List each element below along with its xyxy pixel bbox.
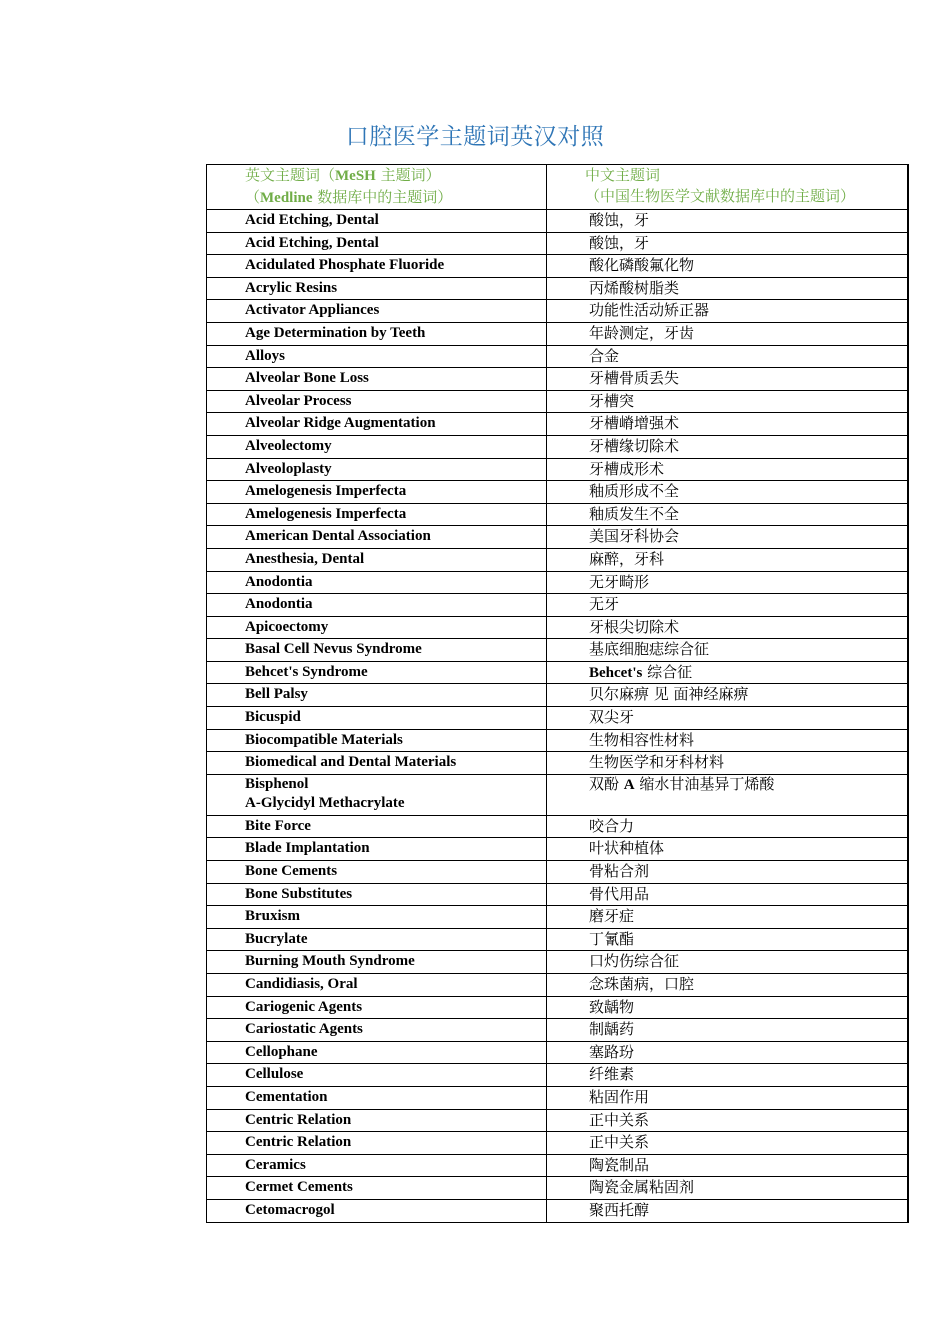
chinese-term-suffix: 缩水甘油基异丁烯酸 — [634, 774, 775, 793]
english-term-cell — [207, 1109, 547, 1132]
english-term-cell — [207, 458, 547, 481]
english-term-cell — [207, 1199, 547, 1222]
english-term: Biomedical and Dental Materials — [245, 754, 457, 771]
chinese-term-cell — [547, 707, 908, 730]
chinese-term-cell — [547, 210, 908, 233]
english-term: Biocompatible Materials — [245, 731, 403, 748]
english-term-cell — [207, 616, 547, 639]
term-table-body — [207, 165, 908, 1223]
english-term-cell — [207, 255, 547, 278]
table-row — [207, 413, 908, 436]
english-term-cell — [207, 684, 547, 707]
table-row — [207, 729, 908, 752]
chinese-term: 正中关系 — [589, 1133, 650, 1152]
english-term-cell — [207, 345, 547, 368]
english-term-cell — [207, 774, 547, 815]
table-row — [207, 1109, 908, 1132]
table-row — [207, 300, 908, 323]
english-term: Alveolar Process — [245, 392, 352, 409]
chinese-term: 致龋物 — [589, 997, 635, 1016]
chinese-term-cell — [547, 232, 908, 255]
table-row — [207, 210, 908, 233]
chinese-term: 酸化磷酸氟化物 — [589, 256, 695, 275]
english-term-cell — [207, 661, 547, 684]
table-row — [207, 1086, 908, 1109]
table-row — [207, 616, 908, 639]
chinese-term-cell — [547, 1109, 908, 1132]
chinese-term: 聚西托醇 — [589, 1200, 650, 1219]
header-en-line1-pre: 英文主题词（ — [245, 166, 336, 184]
table-row — [207, 503, 908, 526]
chinese-term-cell — [547, 255, 908, 278]
term-table — [206, 164, 909, 1223]
english-term-cell — [207, 526, 547, 549]
english-term: Bruxism — [245, 908, 301, 925]
chinese-term: 双尖牙 — [589, 708, 635, 727]
english-term-cell — [207, 883, 547, 906]
chinese-term-cell — [547, 974, 908, 997]
table-row — [207, 481, 908, 504]
chinese-term: 釉质形成不全 — [589, 482, 680, 501]
chinese-term: 年龄测定，牙齿 — [589, 323, 695, 342]
chinese-term-cell — [547, 684, 908, 707]
chinese-term: 正中关系 — [589, 1110, 650, 1129]
chinese-term-cell — [547, 368, 908, 391]
chinese-term-cell — [547, 571, 908, 594]
english-term: Cermet Cements — [245, 1179, 353, 1196]
table-row — [207, 435, 908, 458]
chinese-term-cell — [547, 435, 908, 458]
chinese-term-latin: Behcet's — [589, 664, 643, 681]
table-row — [207, 277, 908, 300]
chinese-term: 牙槽成形术 — [589, 459, 665, 478]
english-term-cell — [207, 639, 547, 662]
chinese-term-cell — [547, 729, 908, 752]
table-row — [207, 838, 908, 861]
chinese-term: 酸蚀，牙 — [589, 233, 650, 252]
chinese-term: 生物医学和牙科材料 — [589, 753, 725, 772]
chinese-term: 牙根尖切除术 — [589, 617, 680, 636]
english-term-cell — [207, 1019, 547, 1042]
chinese-term-cell — [547, 815, 908, 838]
english-term: Bell Palsy — [245, 686, 308, 703]
english-term: Acidulated Phosphate Fluoride — [245, 257, 445, 274]
english-term-cell — [207, 1132, 547, 1155]
english-term-cell — [207, 232, 547, 255]
chinese-term-cell — [547, 548, 908, 571]
chinese-term: 功能性活动矫正器 — [589, 301, 710, 320]
table-row — [207, 255, 908, 278]
chinese-term: 无牙 — [589, 595, 620, 614]
english-term-cell — [207, 707, 547, 730]
table-row — [207, 906, 908, 929]
english-term: Bite Force — [245, 817, 311, 834]
english-term: Bicuspid — [245, 709, 301, 726]
table-row — [207, 774, 908, 815]
english-term: Behcet's Syndrome — [245, 663, 368, 680]
english-term: Bone Substitutes — [245, 885, 353, 902]
table-row — [207, 951, 908, 974]
chinese-term-cell — [547, 1019, 908, 1042]
english-term-cell — [207, 435, 547, 458]
chinese-term-cell — [547, 1132, 908, 1155]
english-term-cell — [207, 996, 547, 1019]
chinese-term: 麻醉，牙科 — [589, 549, 665, 568]
chinese-term: 生物相容性材料 — [589, 730, 695, 749]
english-term: Alveoloplasty — [245, 460, 332, 477]
chinese-term-cell — [547, 661, 908, 684]
chinese-term-latin: A — [623, 776, 635, 793]
english-term: Cellulose — [245, 1066, 304, 1083]
chinese-term-cell — [547, 996, 908, 1019]
chinese-term-cell — [547, 322, 908, 345]
table-row — [207, 322, 908, 345]
chinese-term-cell — [547, 838, 908, 861]
english-term: Burning Mouth Syndrome — [245, 953, 415, 970]
english-term-cell — [207, 928, 547, 951]
chinese-term-cell — [547, 503, 908, 526]
table-row — [207, 1132, 908, 1155]
english-term: Alloys — [245, 347, 286, 364]
chinese-term-cell — [547, 300, 908, 323]
chinese-term: 贝尔麻痹 见 面神经麻痹 — [589, 685, 749, 704]
chinese-term-cell — [547, 594, 908, 617]
english-term: Alveolectomy — [245, 437, 332, 454]
table-row — [207, 996, 908, 1019]
english-term: Age Determination by Teeth — [245, 324, 426, 341]
table-row — [207, 639, 908, 662]
table-header-row — [207, 165, 908, 210]
chinese-term-cell — [547, 458, 908, 481]
chinese-term-cell — [547, 774, 908, 815]
table-row — [207, 815, 908, 838]
english-term: Cariostatic Agents — [245, 1021, 363, 1038]
chinese-term: 制龋药 — [589, 1020, 635, 1039]
table-row — [207, 390, 908, 413]
english-term-cell — [207, 1154, 547, 1177]
chinese-term: 咬合力 — [589, 816, 635, 835]
chinese-term-cell — [547, 390, 908, 413]
english-term-cell — [207, 1041, 547, 1064]
chinese-term-cell — [547, 616, 908, 639]
chinese-term: 合金 — [589, 346, 620, 365]
chinese-term: 牙槽嵴增强术 — [589, 414, 680, 433]
english-term: Cellophane — [245, 1043, 318, 1060]
chinese-term-cell — [547, 413, 908, 436]
chinese-term: 陶瓷制品 — [589, 1155, 650, 1174]
chinese-term-cell — [547, 1154, 908, 1177]
chinese-term: 釉质发生不全 — [589, 504, 680, 523]
table-row — [207, 1019, 908, 1042]
table-row — [207, 458, 908, 481]
english-term-cell — [207, 548, 547, 571]
chinese-term-cell — [547, 883, 908, 906]
english-term: Anodontia — [245, 596, 313, 613]
english-term: Centric Relation — [245, 1111, 352, 1128]
english-term-cell — [207, 906, 547, 929]
chinese-term: 叶状种植体 — [589, 839, 665, 858]
chinese-term-suffix: 综合征 — [642, 662, 693, 681]
english-term-cell — [207, 729, 547, 752]
chinese-term: 丁氰酯 — [589, 929, 635, 948]
header-en-line1-post: 主题词） — [375, 166, 441, 184]
english-term-cell — [207, 1086, 547, 1109]
english-term-cell — [207, 210, 547, 233]
table-row — [207, 1177, 908, 1200]
english-term-cell — [207, 277, 547, 300]
table-row — [207, 526, 908, 549]
english-term-cell — [207, 1064, 547, 1087]
english-term: Amelogenesis Imperfecta — [245, 483, 407, 500]
table-row — [207, 345, 908, 368]
english-term-cell — [207, 1177, 547, 1200]
chinese-term: 牙槽突 — [589, 391, 635, 410]
chinese-term-cell — [547, 345, 908, 368]
table-row — [207, 594, 908, 617]
table-row — [207, 571, 908, 594]
english-term: Bone Cements — [245, 863, 338, 880]
english-term-cell — [207, 815, 547, 838]
english-term-cell — [207, 390, 547, 413]
english-term-cell — [207, 838, 547, 861]
english-term: Anesthesia, Dental — [245, 550, 365, 567]
english-term: Ceramics — [245, 1156, 306, 1173]
english-term: Acid Etching, Dental — [245, 212, 379, 228]
header-en-line2-pre: （ — [245, 188, 261, 206]
chinese-term-cell — [547, 277, 908, 300]
chinese-term: 纤维素 — [589, 1065, 635, 1084]
chinese-term: 骨代用品 — [589, 884, 650, 903]
chinese-term: 牙槽缘切除术 — [589, 436, 680, 455]
table-row — [207, 661, 908, 684]
table-row — [207, 861, 908, 884]
header-zh-cell — [547, 165, 908, 210]
english-term: Alveolar Ridge Augmentation — [245, 415, 436, 432]
chinese-term-cell — [547, 906, 908, 929]
chinese-term: 磨牙症 — [589, 907, 635, 926]
english-term: Apicoectomy — [245, 618, 329, 635]
chinese-term-cell — [547, 526, 908, 549]
english-term-cell — [207, 571, 547, 594]
english-term-cell — [207, 413, 547, 436]
chinese-term: 牙槽骨质丢失 — [589, 369, 680, 388]
english-term-cell — [207, 861, 547, 884]
english-term-cell — [207, 300, 547, 323]
table-row — [207, 974, 908, 997]
chinese-term-cell — [547, 1086, 908, 1109]
table-row — [207, 883, 908, 906]
chinese-term-cell — [547, 639, 908, 662]
english-term: Centric Relation — [245, 1134, 352, 1151]
table-row — [207, 548, 908, 571]
table-row — [207, 368, 908, 391]
english-term: Alveolar Bone Loss — [245, 370, 369, 387]
chinese-term: 塞路玢 — [589, 1042, 635, 1061]
chinese-term: 骨粘合剂 — [589, 862, 650, 881]
chinese-term-cell — [547, 928, 908, 951]
chinese-term: 酸蚀，牙 — [589, 211, 650, 229]
english-term-cell — [207, 368, 547, 391]
english-term: Cementation — [245, 1088, 328, 1105]
table-row — [207, 1154, 908, 1177]
english-term-cell — [207, 594, 547, 617]
table-row — [207, 1199, 908, 1222]
english-term-cell — [207, 322, 547, 345]
english-term: Acrylic Resins — [245, 279, 338, 296]
chinese-term-prefix: 双酚 — [589, 774, 624, 793]
header-zh-line1: 中文主题词 — [585, 166, 661, 184]
chinese-term: 口灼伤综合征 — [589, 952, 680, 971]
english-term: Basal Cell Nevus Syndrome — [245, 641, 422, 658]
chinese-term-cell — [547, 1177, 908, 1200]
english-term: Candidiasis, Oral — [245, 976, 358, 992]
english-term-line2: A-Glycidyl Methacrylate — [245, 794, 405, 811]
english-term: Blade Implantation — [245, 840, 370, 857]
english-term: Cariogenic Agents — [245, 998, 363, 1015]
table-row — [207, 928, 908, 951]
english-term: Anodontia — [245, 573, 313, 590]
english-term: Activator Appliances — [245, 302, 380, 319]
table-row — [207, 684, 908, 707]
chinese-term: 无牙畸形 — [589, 572, 650, 591]
header-en-line2-post: 数据库中的主题词） — [312, 188, 453, 206]
chinese-term: 基底细胞痣综合征 — [589, 640, 710, 659]
table-row — [207, 707, 908, 730]
chinese-term: 念珠菌病，口腔 — [589, 975, 695, 993]
chinese-term-cell — [547, 1064, 908, 1087]
english-term-cell — [207, 951, 547, 974]
english-term-cell — [207, 752, 547, 775]
table-row — [207, 1041, 908, 1064]
english-term-cell — [207, 503, 547, 526]
chinese-term: 陶瓷金属粘固剂 — [589, 1178, 695, 1197]
chinese-term: 美国牙科协会 — [589, 527, 680, 546]
chinese-term-cell — [547, 1199, 908, 1222]
header-en-cell — [207, 165, 547, 210]
english-term-cell — [207, 974, 547, 997]
english-term: Acid Etching, Dental — [245, 234, 379, 251]
chinese-term-cell — [547, 752, 908, 775]
chinese-term: 丙烯酸树脂类 — [589, 278, 680, 297]
english-term: American Dental Association — [245, 528, 431, 545]
header-en-line1-bold: MeSH — [335, 168, 376, 184]
english-term: Bisphenol — [245, 775, 309, 792]
english-term: Bucrylate — [245, 930, 308, 947]
chinese-term-cell — [547, 951, 908, 974]
table-row — [207, 1064, 908, 1087]
header-zh-line2: （中国生物医学文献数据库中的主题词） — [585, 187, 856, 205]
table-row — [207, 752, 908, 775]
english-term: Cetomacrogol — [245, 1201, 335, 1218]
english-term: Amelogenesis Imperfecta — [245, 505, 407, 522]
chinese-term-cell — [547, 1041, 908, 1064]
header-en-line2-bold: Medline — [260, 190, 313, 206]
chinese-term: 粘固作用 — [589, 1087, 650, 1106]
chinese-term-cell — [547, 861, 908, 884]
table-row — [207, 232, 908, 255]
english-term-cell — [207, 481, 547, 504]
chinese-term-cell — [547, 481, 908, 504]
document-title: 口腔医学主题词英汉对照 — [345, 124, 605, 150]
